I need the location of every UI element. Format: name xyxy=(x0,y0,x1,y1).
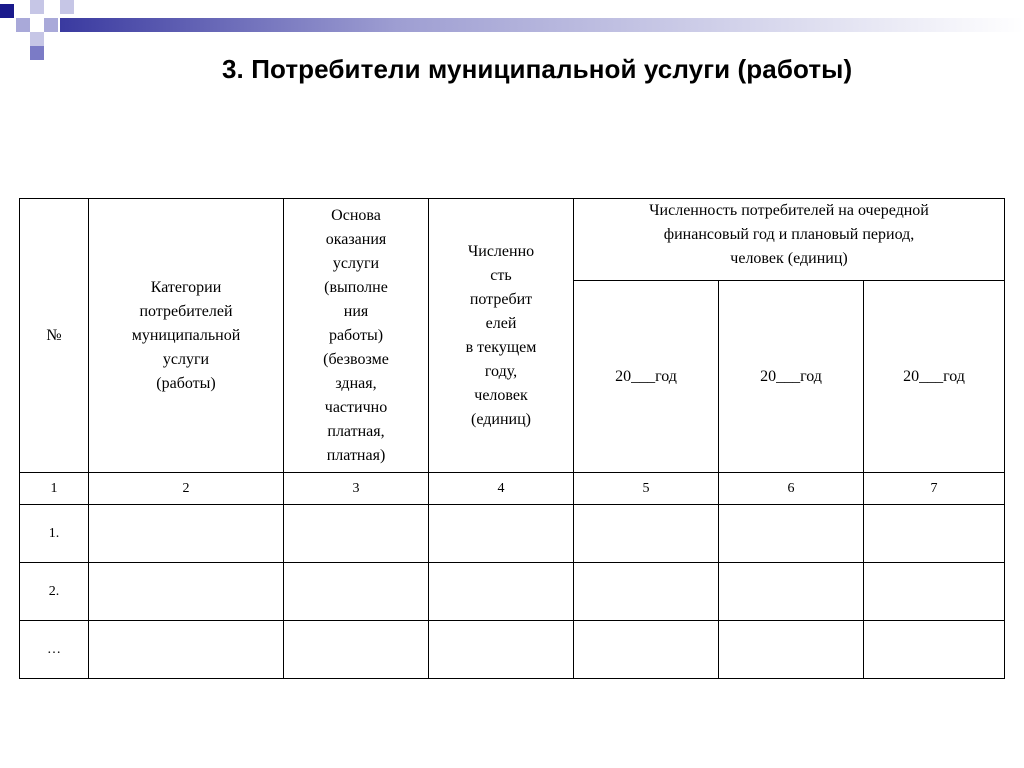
slide-title: 3. Потребители муниципальной услуги (работы) xyxy=(222,54,853,84)
row-number: … xyxy=(20,621,89,679)
table-cell xyxy=(574,505,719,563)
table-row xyxy=(20,505,1005,563)
header-forecast: Численность потребителей на очередной финансовый год и плановый период, человек (единиц) xyxy=(574,199,1005,281)
column-number: 6 xyxy=(719,473,864,505)
table-cell xyxy=(429,563,574,621)
row-number: 2. xyxy=(20,563,89,621)
column-number: 7 xyxy=(864,473,1005,505)
header-basis: Основа оказания услуги (выполне ния работы) (безвозме здная, частично платная, платная) xyxy=(284,199,429,473)
table-cell xyxy=(89,505,284,563)
table-cell xyxy=(574,563,719,621)
table-cell xyxy=(429,505,574,563)
table-cell xyxy=(719,621,864,679)
row-number: 1. xyxy=(20,505,89,563)
column-number: 5 xyxy=(574,473,719,505)
header-year-3: 20___год xyxy=(864,281,1005,473)
header-current-count: Численно сть потребит елей в текущем году, человек (единиц) xyxy=(429,199,574,473)
table-row xyxy=(20,563,1005,621)
table-cell xyxy=(864,505,1005,563)
table-cell xyxy=(864,621,1005,679)
table-cell xyxy=(719,563,864,621)
table-cell xyxy=(574,621,719,679)
header-categories: Категории потребителей муниципальной услуги (работы) xyxy=(89,199,284,473)
table-cell xyxy=(284,563,429,621)
column-number: 4 xyxy=(429,473,574,505)
header-year-2: 20___год xyxy=(719,281,864,473)
header-year-1: 20___год xyxy=(574,281,719,473)
table-cell xyxy=(719,505,864,563)
table-cell xyxy=(89,621,284,679)
table-cell xyxy=(429,621,574,679)
table-cell xyxy=(284,505,429,563)
table-row xyxy=(20,621,1005,679)
column-number: 2 xyxy=(89,473,284,505)
header-no: № xyxy=(20,199,89,473)
table-cell xyxy=(89,563,284,621)
column-number: 3 xyxy=(284,473,429,505)
table-cell xyxy=(864,563,1005,621)
table-cell xyxy=(284,621,429,679)
consumers-table xyxy=(19,198,1005,679)
column-number: 1 xyxy=(20,473,89,505)
